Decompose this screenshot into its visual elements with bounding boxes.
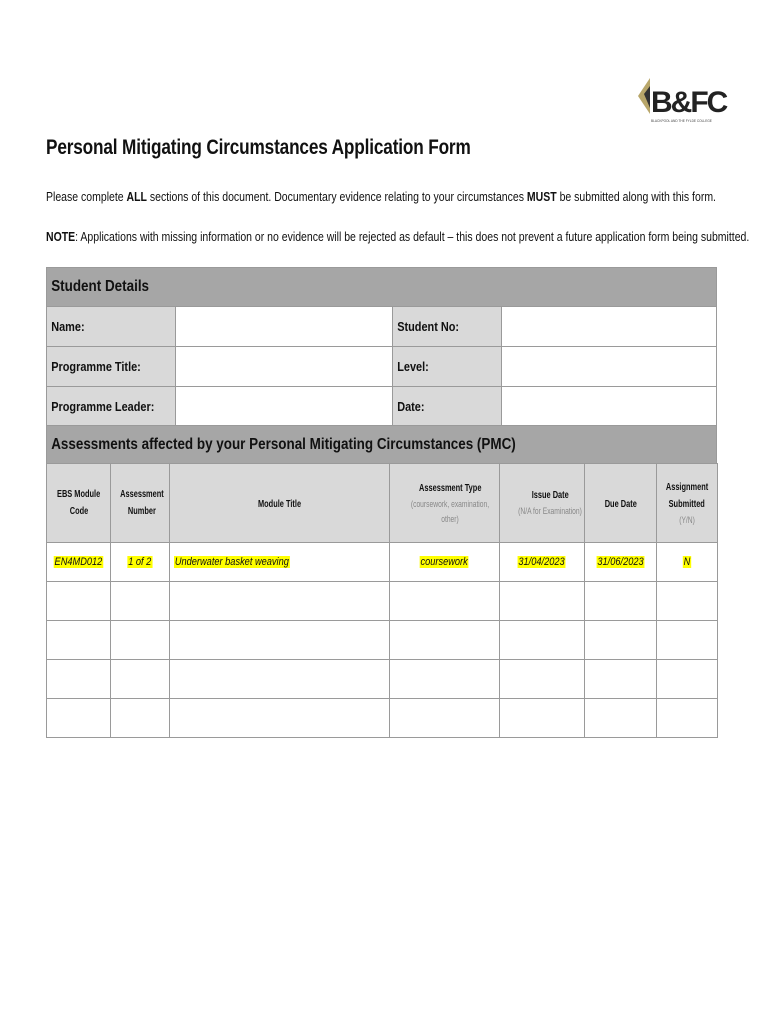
ebs-code-cell[interactable]: EN4MD012 [47,543,111,582]
submitted-cell[interactable] [657,699,718,738]
assessment-type-cell[interactable] [390,621,500,660]
programme-leader-label: Programme Leader: [47,387,176,427]
ebs-code-cell[interactable] [47,660,111,699]
module-title-cell[interactable] [170,621,390,660]
assessments-table [46,463,718,738]
assessments-heading-table [46,425,717,465]
student-no-field[interactable] [502,307,717,347]
submitted-cell[interactable] [657,582,718,621]
submitted-hint: (Y/N) [679,514,695,526]
table-row [47,582,718,621]
assessment-number-cell[interactable]: 1 of 2 [111,543,170,582]
programme-title-label: Programme Title: [47,347,176,387]
assessment-type-cell[interactable] [390,582,500,621]
issue-date-cell[interactable] [500,699,585,738]
issue-date-cell[interactable] [500,621,585,660]
assessment-number-cell[interactable] [111,582,170,621]
due-date-cell[interactable] [585,699,657,738]
col-assessment-type: Assessment Type (coursework, examination, other) [390,464,500,543]
module-title-cell[interactable]: Underwater basket weaving [170,543,390,582]
assessments-heading: Assessments affected by your Personal Mitigating Circumstances (PMC) [47,426,717,465]
svg-text:B&FC: B&FC [651,86,727,119]
assessment-number-cell[interactable] [111,699,170,738]
col-assignment-submitted: Assignment Submitted (Y/N) [657,464,718,543]
issue-date-cell[interactable] [500,660,585,699]
intro-bold-all: ALL [126,190,147,204]
submitted-cell[interactable] [657,660,718,699]
ebs-code-cell[interactable] [47,699,111,738]
student-details-table [46,267,717,427]
table-row [47,660,718,699]
logo-graphic [636,74,727,126]
col-due-date: Due Date [585,464,657,543]
svg-text:BLACKPOOL AND THE FYLDE COLLEG: BLACKPOOL AND THE FYLDE COLLEGE [651,119,712,123]
intro-text-2: sections of this document. Documentary evidence relating to your circumstances [146,190,527,204]
due-date-cell[interactable] [585,660,657,699]
table-row [47,543,718,582]
date-label: Date: [392,387,502,427]
programme-leader-field[interactable] [175,387,392,427]
student-no-label: Student No: [392,307,502,347]
due-date-cell[interactable] [585,582,657,621]
due-date-cell[interactable] [585,621,657,660]
col-module-title: Module Title [170,464,390,543]
student-details-heading: Student Details [47,268,717,307]
intro-bold-must: MUST [526,190,557,204]
assessment-type-cell[interactable]: coursework [390,543,500,582]
assessment-type-cell[interactable] [390,660,500,699]
note-paragraph [46,230,749,244]
assessment-type-cell[interactable] [390,699,500,738]
name-label: Name: [47,307,176,347]
assessment-number-cell[interactable] [111,621,170,660]
ebs-code-cell[interactable] [47,582,111,621]
programme-title-field[interactable] [175,347,392,387]
assessment-number-cell[interactable] [111,660,170,699]
module-title-cell[interactable] [170,660,390,699]
note-text: : Applications with missing information or no evidence will be rejected as default – this does not prevent a future application form being submitted. [75,230,750,244]
col-issue-date: Issue Date (N/A for Examination) [500,464,585,543]
college-logo [636,74,727,126]
ebs-code-cell[interactable] [47,621,111,660]
due-date-cell[interactable]: 31/06/2023 [585,543,657,582]
level-field[interactable] [502,347,717,387]
name-field[interactable] [175,307,392,347]
table-row [47,621,718,660]
date-field[interactable] [502,387,717,427]
intro-paragraph [46,190,716,204]
page-title: Personal Mitigating Circumstances Application Form [46,136,471,159]
col-ebs-module-code: EBS Module Code [47,464,111,543]
issue-date-cell[interactable]: 31/04/2023 [500,543,585,582]
submitted-cell[interactable] [657,621,718,660]
issue-date-hint: (N/A for Examination) [518,506,582,517]
module-title-cell[interactable] [170,582,390,621]
submitted-cell[interactable]: N [657,543,718,582]
intro-text-1: Please complete [46,190,127,204]
table-row [47,699,718,738]
intro-text-3: be submitted along with this form. [556,190,716,204]
level-label: Level: [392,347,502,387]
assessment-type-hint: (coursework, examination, other) [410,498,490,525]
note-label: NOTE [46,230,76,244]
module-title-cell[interactable] [170,699,390,738]
col-assessment-number: Assessment Number [111,464,170,543]
issue-date-cell[interactable] [500,582,585,621]
